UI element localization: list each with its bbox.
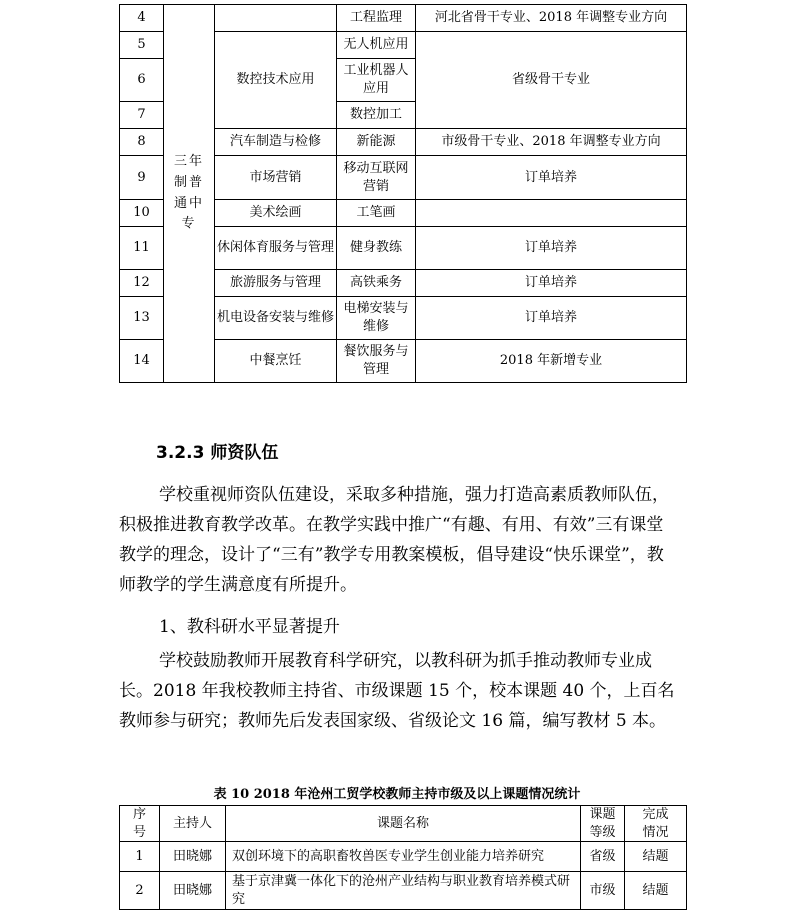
cell-direction: 移动互联网营销 (337, 156, 416, 200)
cell-direction: 工程监理 (337, 5, 416, 32)
cell-major: 中餐烹饪 (215, 340, 337, 383)
cell-no: 7 (120, 102, 164, 129)
table-caption: 表 10 2018 年沧州工贸学校教师主持市级及以上课题情况统计 (213, 787, 581, 802)
cell-status: 结题 (625, 872, 687, 910)
header-host: 主持人 (160, 806, 226, 842)
cell-level: 省级 (581, 842, 625, 872)
cell-note: 订单培养 (416, 297, 687, 340)
cell-no: 8 (120, 129, 164, 156)
cell-direction: 新能源 (337, 129, 416, 156)
cell-note (416, 200, 687, 227)
cell-no: 10 (120, 200, 164, 227)
cell-note: 市级骨干专业、2018 年调整专业方向 (416, 129, 687, 156)
cell-note: 2018 年新增专业 (416, 340, 687, 383)
subheading-1: 1、教科研水平显著提升 (159, 617, 340, 637)
header-title: 课题名称 (226, 806, 581, 842)
cell-direction: 高铁乘务 (337, 270, 416, 297)
table-row (120, 842, 687, 872)
cell-no: 12 (120, 270, 164, 297)
cell-no: 13 (120, 297, 164, 340)
cell-note: 省级骨干专业 (416, 32, 687, 129)
cell-major: 美术绘画 (215, 200, 337, 227)
cell-no: 5 (120, 32, 164, 59)
cell-level: 市级 (581, 872, 625, 910)
cell-no: 2 (120, 872, 160, 910)
cell-major: 汽车制造与检修 (215, 129, 337, 156)
cell-direction: 数控加工 (337, 102, 416, 129)
cell-direction: 工笔画 (337, 200, 416, 227)
cell-major (215, 5, 337, 32)
cell-direction: 无人机应用 (337, 32, 416, 59)
cell-direction: 健身教练 (337, 227, 416, 270)
cell-title: 基于京津冀一体化下的沧州产业结构与职业教育培养模式研究 (226, 872, 581, 910)
cell-title: 双创环境下的高职畜牧兽医专业学生创业能力培养研究 (226, 842, 581, 872)
paragraph-2: 学校鼓励教师开展教育科学研究，以教科研为抓手推动教师专业成长。2018 年我校教师主持省、市级课题 15 个，校本课题 40 个，上百名教师参与研究；教师先后发表国家级、省级论文 16 篇，编写教材 5 本。 (119, 651, 675, 731)
cell-direction: 电梯安装与维修 (337, 297, 416, 340)
projects-table (119, 805, 687, 910)
cell-note: 河北省骨干专业、2018 年调整专业方向 (416, 5, 687, 32)
cell-major: 数控技术应用 (215, 32, 337, 129)
group-label: 三年制普通中专 (174, 153, 205, 232)
paragraph-1: 学校重视师资队伍建设，采取多种措施，强力打造高素质教师队伍，积极推进教育教学改革。在教学实践中推广“有趣、有用、有效”三有课堂教学的理念，设计了“三有”教学专用教案模板，倡导建设“快乐课堂”，教师教学的学生满意度有所提升。 (119, 485, 669, 595)
cell-major: 市场营销 (215, 156, 337, 200)
header-status: 完成情况 (625, 806, 687, 842)
cell-no: 14 (120, 340, 164, 383)
cell-no: 6 (120, 59, 164, 102)
cell-note: 订单培养 (416, 270, 687, 297)
section-heading: 3.2.3 师资队伍 (156, 443, 279, 463)
majors-table (119, 4, 687, 383)
cell-no: 11 (120, 227, 164, 270)
cell-direction: 工业机器人应用 (337, 59, 416, 102)
cell-host: 田晓娜 (160, 842, 226, 872)
header-no: 序号 (120, 806, 160, 842)
cell-note: 订单培养 (416, 227, 687, 270)
cell-note: 订单培养 (416, 156, 687, 200)
cell-no: 4 (120, 5, 164, 32)
cell-no: 9 (120, 156, 164, 200)
cell-no: 1 (120, 842, 160, 872)
header-level: 课题等级 (581, 806, 625, 842)
cell-major: 机电设备安装与维修 (215, 297, 337, 340)
table-header-row (120, 806, 687, 842)
cell-status: 结题 (625, 842, 687, 872)
cell-group (164, 5, 215, 383)
cell-host: 田晓娜 (160, 872, 226, 910)
table-row (120, 872, 687, 910)
cell-major: 旅游服务与管理 (215, 270, 337, 297)
cell-direction: 餐饮服务与管理 (337, 340, 416, 383)
table-row (120, 5, 687, 32)
cell-major: 休闲体育服务与管理 (215, 227, 337, 270)
